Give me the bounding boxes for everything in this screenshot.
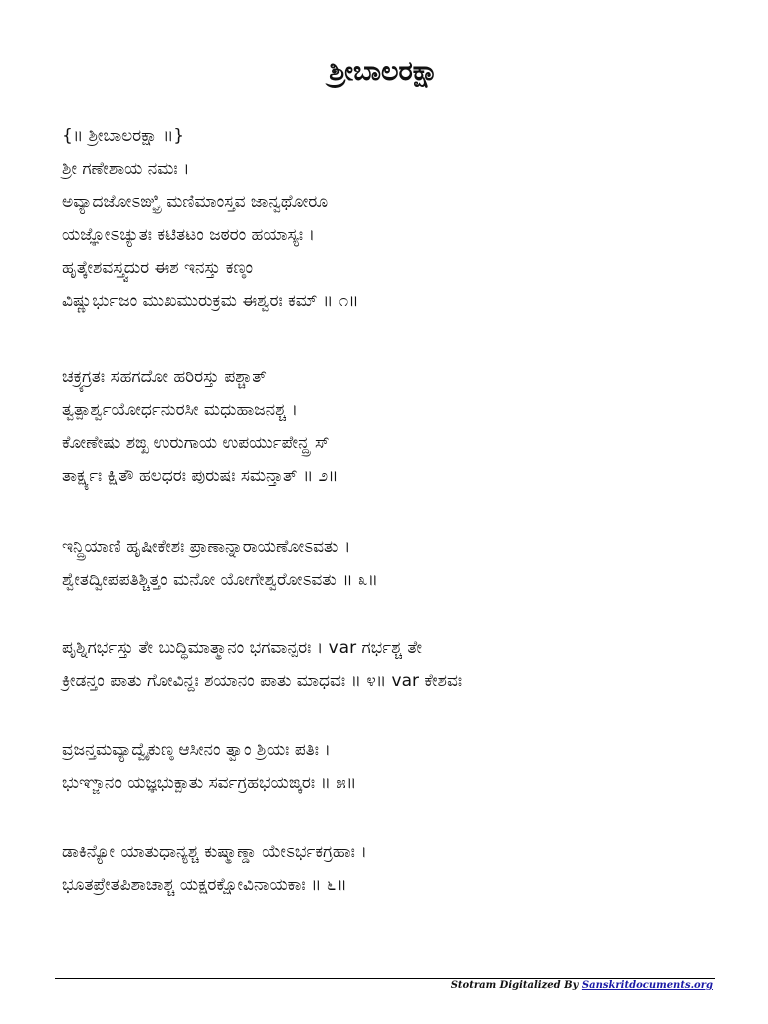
stanza-3 <box>62 632 742 698</box>
verse-line: ಡಾಕಿನ್ಯೋ ಯಾತುಧಾನ್ಯಶ್ಚ ಕುಷ್ಮಾಣ್ಡಾ ಯೇಽರ್ಭಕಗ್ರಹಾಃ । <box>62 842 367 862</box>
footer-link[interactable]: Sanskritdocuments.org <box>581 980 713 991</box>
verse-line: ಹೃತ್ಕೇಶವಸ್ತ್ವದುರ ಈಶ ಇನಸ್ತು ಕಣ್ಠಂ <box>62 258 254 278</box>
verse-line: ಇನ್ದ್ರಿಯಾಣಿ ಹೃಷೀಕೇಶಃ ಪ್ರಾಣಾನ್ನಾರಾಯಣೋಽವತು । <box>62 537 351 557</box>
verse-line: ತಾರ್ಕ್ಷ್ಯಃ ಕ್ಷಿತೌ ಹಲಧರಃ ಪುರುಷಃ ಸಮನ್ತಾತ್ ॥ ೨॥ <box>62 466 339 486</box>
stanza-4 <box>62 734 742 800</box>
verse-line: ಕೋಣೇಷು ಶಙ್ಖ ಉರುಗಾಯ ಉಪರ್ಯುಪೇನ್ದ್ರ ಸ್ <box>62 433 330 453</box>
verse-line: ವ್ರಜನ್ತಮವ್ಯಾದ್ವೈಕುಣ್ಠ ಆಸೀನಂ ತ್ವಾಂ ಶ್ರಿಯಃ ಪತಿಃ । <box>62 740 331 760</box>
verse-line: ಅವ್ಯಾದಜೋಽಙ್ಘ್ರಿ ಮಣಿಮಾಂಸ್ತವ ಜಾನ್ವಥೋರೂ <box>62 192 329 212</box>
verse-line: ಭುಞ್ಜಾನಂ ಯಜ್ಞಭುಕ್ಪಾತು ಸರ್ವಗ್ರಹಭಯಙ್ಕರಃ ॥ ೫॥ <box>62 773 357 793</box>
footer-credit <box>451 979 713 993</box>
verse-line: ಭೂತಪ್ರೇತಪಿಶಾಚಾಶ್ಚ ಯಕ್ಷರಕ್ಷೋವಿನಾಯಕಾಃ ॥ ೬॥ <box>62 875 347 895</box>
footer-prefix: Stotram Digitalized By <box>450 980 582 991</box>
verse-line: ಯಜ್ಞೋಽಚ್ಯುತಃ ಕಟಿತಟಂ ಜಠರಂ ಹಯಾಸ್ಯಃ । <box>62 225 316 245</box>
verse-line: ಕ್ರೀಡನ್ತಂ ಪಾತು ಗೋವಿನ್ದಃ ಶಯಾನಂ ಪಾತು ಮಾಧವಃ ॥ ೪॥ var ಕೇಶವಃ <box>62 671 463 691</box>
stanza-0 <box>62 120 742 318</box>
verse-line: ವಿಷ್ಣುರ್ಭುಜಂ ಮುಖಮುರುಕ್ರಮ ಈಶ್ವರಃ ಕಮ್ ॥ ೧॥ <box>62 291 359 311</box>
verse-line: ಶ್ರೀ ಗಣೇಶಾಯ ನಮಃ । <box>62 159 190 179</box>
verse-line: ಚಕ್ರ್ಯಗ್ರತಃ ಸಹಗದೋ ಹರಿರಸ್ತು ಪಶ್ಚಾತ್ <box>62 367 267 387</box>
stanza-5 <box>62 836 742 902</box>
verse-line: ಪೃಶ್ನಿಗರ್ಭಸ್ತು ತೇ ಬುದ್ಧಿಮಾತ್ಮಾನಂ ಭಗವಾನ್ಪರಃ । var ಗರ್ಭಶ್ಚ ತೇ <box>62 638 423 658</box>
stanza-2 <box>62 531 742 597</box>
stanza-1 <box>62 361 742 493</box>
verse-line: ಶ್ವೇತದ್ವೀಪಪತಿಶ್ಚಿತ್ತಂ ಮನೋ ಯೋಗೇಶ್ವರೋಽವತು ॥ ೩॥ <box>62 570 378 590</box>
page-title: ಶ್ರೀಬಾಲರಕ್ಷಾ <box>329 56 439 87</box>
verse-line: {॥ ಶ್ರೀಬಾಲರಕ್ಷಾ ॥} <box>62 126 185 146</box>
verse-line: ತ್ವತ್ಪಾರ್ಶ್ವಯೋರ್ಧನುರಸೀ ಮಧುಹಾಜನಶ್ಚ । <box>62 400 298 420</box>
